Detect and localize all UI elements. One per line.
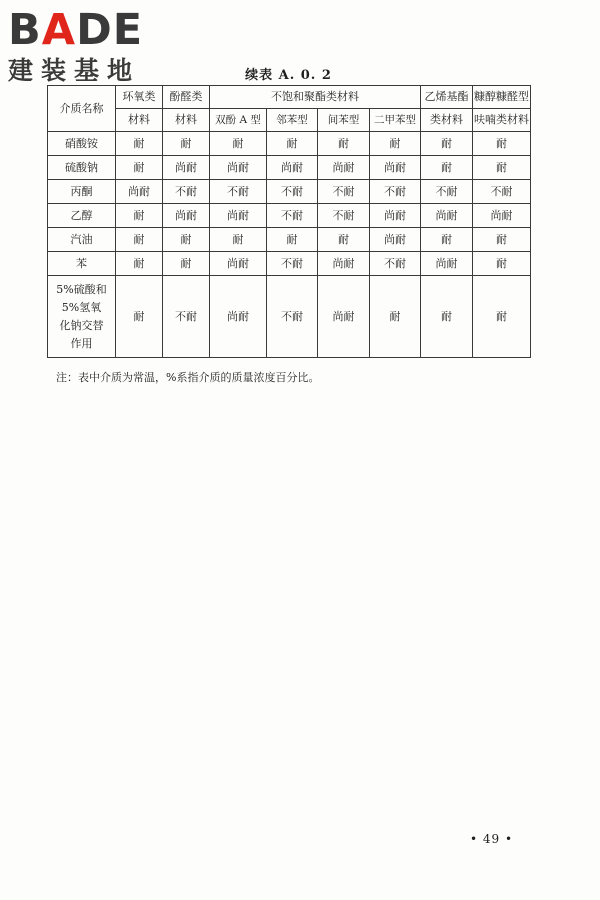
header-vinyl-line2: 类材料 xyxy=(421,109,473,132)
table-cell: 耐 xyxy=(116,276,163,358)
table-row xyxy=(48,276,531,358)
table-cell: 不耐 xyxy=(370,180,421,204)
header-furan-line2: 呋喃类材料 xyxy=(473,109,531,132)
table-cell: 不耐 xyxy=(370,252,421,276)
table-cell: 耐 xyxy=(163,132,210,156)
table-cell: 不耐 xyxy=(267,180,318,204)
table-cell: 尚耐 xyxy=(267,156,318,180)
page-number: • 49 • xyxy=(470,832,514,846)
table-cell: 耐 xyxy=(421,228,473,252)
header-epoxy-line1: 环氧类 xyxy=(116,86,163,109)
table-cell: 不耐 xyxy=(163,276,210,358)
header-xylene: 二甲苯型 xyxy=(370,109,421,132)
table-row xyxy=(48,228,531,252)
header-furan-line1: 糠醇糠醛型 xyxy=(473,86,531,109)
table-footnote: 注：表中介质为常温，%系指介质的质量浓度百分比。 xyxy=(56,371,320,384)
row-medium-name: 硫酸钠 xyxy=(48,156,116,180)
table-cell: 不耐 xyxy=(267,204,318,228)
row-medium-name: 丙酮 xyxy=(48,180,116,204)
table-cell: 耐 xyxy=(473,156,531,180)
table-cell: 耐 xyxy=(421,132,473,156)
table-cell: 尚耐 xyxy=(370,204,421,228)
table-row xyxy=(48,204,531,228)
table-cell: 尚耐 xyxy=(163,204,210,228)
medium-name-line: 化钠交替 xyxy=(59,318,104,332)
table-cell: 耐 xyxy=(473,228,531,252)
table-cell: 尚耐 xyxy=(421,204,473,228)
table-cell: 不耐 xyxy=(210,180,267,204)
table-cell: 耐 xyxy=(370,132,421,156)
table-cell: 尚耐 xyxy=(318,252,370,276)
table-cell: 尚耐 xyxy=(318,276,370,358)
table-cell: 耐 xyxy=(267,228,318,252)
table-cell: 耐 xyxy=(210,228,267,252)
table-cell: 尚耐 xyxy=(318,156,370,180)
table-cell: 不耐 xyxy=(318,180,370,204)
logo-wordmark: BADE xyxy=(8,5,144,55)
header-vinyl-line1: 乙烯基酯 xyxy=(421,86,473,109)
table-cell: 尚耐 xyxy=(421,252,473,276)
table-cell: 不耐 xyxy=(473,180,531,204)
table-cell: 耐 xyxy=(210,132,267,156)
table-cell: 耐 xyxy=(370,276,421,358)
table-cell: 耐 xyxy=(116,132,163,156)
header-phenolic-line2: 材料 xyxy=(163,109,210,132)
header-medium: 介质名称 xyxy=(48,86,116,132)
table-cell: 耐 xyxy=(318,228,370,252)
table-cell: 耐 xyxy=(473,132,531,156)
table-cell: 耐 xyxy=(473,276,531,358)
table-cell: 耐 xyxy=(267,132,318,156)
table-cell: 尚耐 xyxy=(163,156,210,180)
table-cell: 不耐 xyxy=(318,204,370,228)
row-medium-name xyxy=(48,276,116,358)
table-cell: 耐 xyxy=(116,228,163,252)
table-cell: 尚耐 xyxy=(210,252,267,276)
table-cell: 耐 xyxy=(473,252,531,276)
table-cell: 尚耐 xyxy=(473,204,531,228)
table-cell: 耐 xyxy=(163,228,210,252)
table-cell: 不耐 xyxy=(421,180,473,204)
table-cell: 耐 xyxy=(318,132,370,156)
medium-name-line: 5%氢氧 xyxy=(61,300,102,314)
table-cell: 尚耐 xyxy=(210,204,267,228)
table-cell: 不耐 xyxy=(267,276,318,358)
table-cell: 耐 xyxy=(116,156,163,180)
row-medium-name: 硝酸铵 xyxy=(48,132,116,156)
medium-name-line: 作用 xyxy=(70,336,93,350)
table-cell: 耐 xyxy=(116,204,163,228)
table-row xyxy=(48,252,531,276)
table-cell: 尚耐 xyxy=(210,276,267,358)
table-cell: 尚耐 xyxy=(116,180,163,204)
resistance-table xyxy=(47,85,531,358)
header-bisphenol-a: 双酚 A 型 xyxy=(210,109,267,132)
table-cell: 尚耐 xyxy=(210,156,267,180)
row-medium-name: 乙醇 xyxy=(48,204,116,228)
header-epoxy-line2: 材料 xyxy=(116,109,163,132)
row-medium-name: 苯 xyxy=(48,252,116,276)
header-phenolic-line1: 酚醛类 xyxy=(163,86,210,109)
table-row xyxy=(48,132,531,156)
table-cell: 耐 xyxy=(116,252,163,276)
header-ortho-phthalic: 邻苯型 xyxy=(267,109,318,132)
table-cell: 尚耐 xyxy=(370,228,421,252)
table-cell: 尚耐 xyxy=(370,156,421,180)
table-cell: 不耐 xyxy=(163,180,210,204)
table-cell: 耐 xyxy=(421,156,473,180)
medium-name-line: 5%硫酸和 xyxy=(56,282,107,296)
header-row-2 xyxy=(48,109,531,132)
table-cell: 耐 xyxy=(421,276,473,358)
table-caption: 续表 A. 0. 2 xyxy=(245,68,332,83)
header-row-1 xyxy=(48,86,531,109)
table-row xyxy=(48,156,531,180)
table-cell: 不耐 xyxy=(267,252,318,276)
row-medium-name: 汽油 xyxy=(48,228,116,252)
table-row xyxy=(48,180,531,204)
logo-subtitle: 建装基地 xyxy=(8,56,141,85)
header-iso-phthalic: 间苯型 xyxy=(318,109,370,132)
header-unsaturated-polyester: 不饱和聚酯类材料 xyxy=(210,86,421,109)
table-cell: 耐 xyxy=(163,252,210,276)
